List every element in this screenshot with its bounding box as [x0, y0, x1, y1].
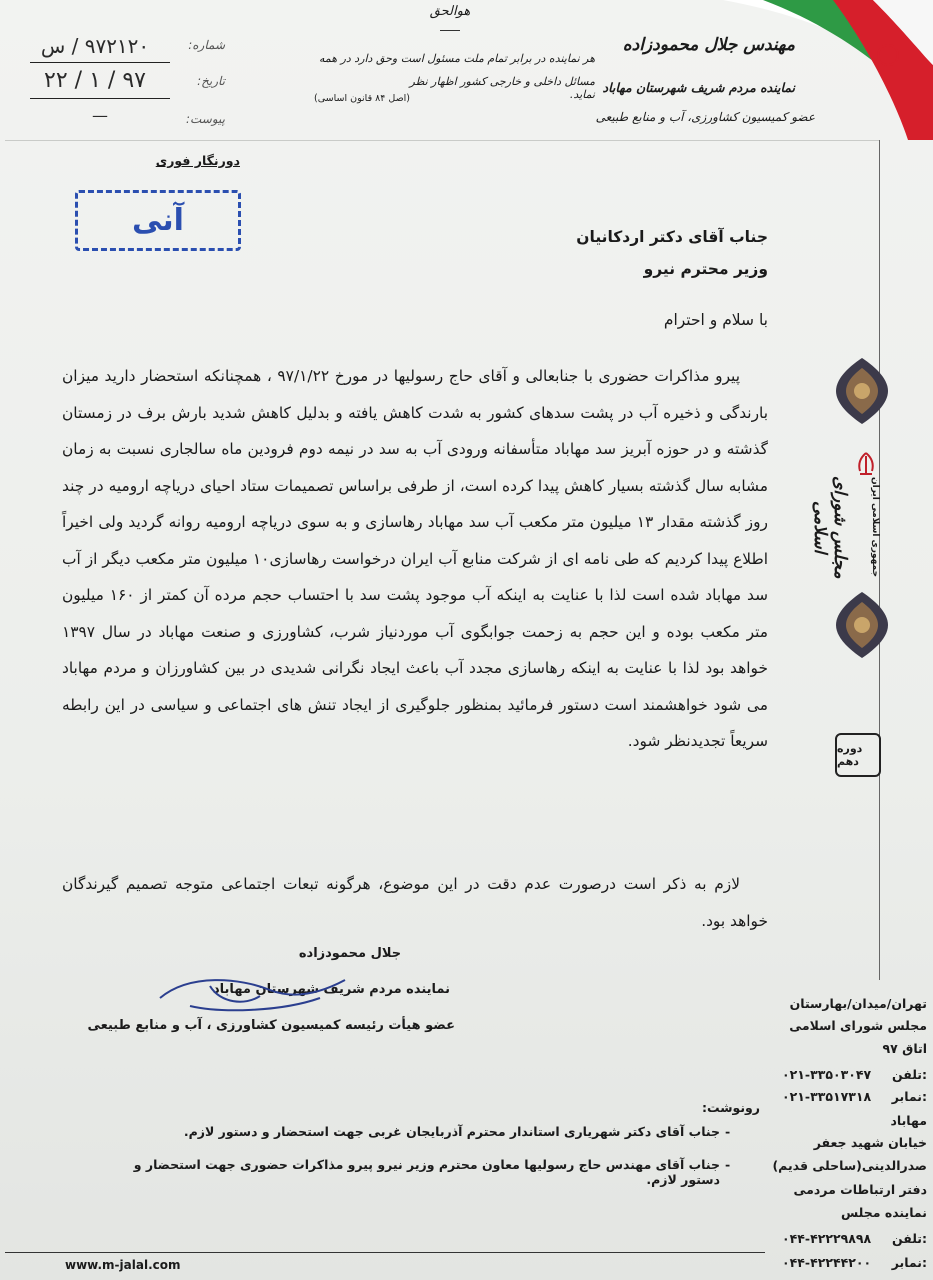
sender-commission: عضو کمیسیون کشاورزی، آب و منابع طبیعی — [595, 110, 815, 124]
salutation: با سلام و احترام — [663, 311, 768, 329]
motto-line-1: هر نماینده در برابر تمام ملت مسئول است وحق دارد در همه — [319, 52, 595, 65]
number-line — [30, 62, 170, 63]
office-detail: نماینده مجلس — [840, 1205, 927, 1220]
motto-reference: (اصل ۸۴ قانون اساسی) — [314, 93, 410, 104]
emblem-line-2: مجلس شورای اسلامی — [810, 476, 850, 579]
copy-item — [110, 1157, 720, 1187]
tehran-fax-label: نمابر: — [891, 1089, 927, 1104]
ornament-bottom-icon — [832, 590, 892, 660]
attachment-label: پیوست: — [185, 112, 225, 126]
number-label: شماره: — [188, 38, 225, 52]
city: مهاباد — [890, 1113, 927, 1128]
city-phone: ۰۴۴-۴۲۲۲۹۸۹۸ — [782, 1231, 872, 1246]
signature-role: نماینده مردم شریف شهرستان مهاباد — [213, 982, 450, 997]
sender-role: نماینده مردم شریف شهرستان مهاباد — [602, 80, 795, 95]
footer-line — [5, 1252, 765, 1253]
copy-item-1: جناب آقای دکتر شهریاری استاندار محترم آذربایجان غربی جهت استحضار و دستور لازم. — [183, 1124, 720, 1139]
city-fax: ۰۴۴-۴۲۲۴۴۲۰۰ — [782, 1255, 872, 1270]
body-paragraph-2: لازم به ذکر است درصورت عدم دقت در این موضوع، هرگونه تبعات اجتماعی متوجه تصمیم گیرندگان خواهد بود. — [62, 875, 768, 930]
copy-dash-2: - — [725, 1157, 731, 1172]
tehran-address: تهران/میدان/بهارستان — [789, 996, 927, 1011]
room: اتاق ۹۷ — [882, 1041, 927, 1056]
immediate-stamp: آنی — [75, 190, 241, 251]
street: خیابان شهید جعفر — [813, 1135, 927, 1150]
date-value: ۹۷ / ۱ / ۲۲ — [44, 68, 146, 93]
number-value: ۹۷۲۱۲۰ / س — [40, 34, 150, 58]
date-label: تاریخ: — [197, 74, 225, 88]
copies-title: رونوشت: — [701, 1100, 760, 1115]
top-emblem-calligraphy: هوالحق — [429, 4, 471, 19]
tehran-org: مجلس شورای اسلامی — [789, 1018, 927, 1033]
copy-item-2: جناب آقای مهندس حاج رسولیها معاون محترم وزیر نیرو پیرو مذاکرات حضوری جهت استحضار و دستور لازم. — [133, 1157, 720, 1187]
ornament-top-icon — [832, 356, 892, 426]
city-fax-label: نمابر: — [891, 1255, 927, 1270]
attachment-value: — — [92, 106, 108, 125]
body-paragraph-1: پیرو مذاکرات حضوری با جنابعالی و آقای حاج رسولیها در مورخ ۹۷/۱/۲۲ ، همچنانکه استحضار دارید میزان بارندگی و ذخیره آب در پشت سدهای کشور به شدت کاهش یافته و بدلیل کاهش شدید بارش برف در زمستان گذشته و در حوزه آبریز سد مهاباد متأسفانه ورودی آب به سد در نیمه دوم فرودین ماه سالجاری نسبت به زمان مشابه سال گذشته بسیار کاهش پیدا کرده است، از طرفی براساس تصمیمات ستاد احیای دریاچه ارومیه در چند روز گذشته مقدار ۱۳ میلیون متر مکعب آب سد مهاباد رهاسازی و به سوی دریاچه ارومیه روانه گردید ولی اخیراً اطلاع پیدا کردیم که طی نامه ای از شرکت منابع آب ایران درخواست رهاسازی۱۰ میلیون متر مکعب دیگر از آب سد مهاباد شده است لذا با عنایت به اینکه آب موجود پشت سد با احتساب حجم مرده آن کمتر از ۱۶۰ میلیون متر مکعب بوده و این حجم به زحمت جوابگوی آب موردنیاز شرب، کشاورزی و صنعت مهاباد در سال ۱۳۹۷ خواهد بود لذا با عنایت به اینکه رهاسازی مجدد آب باعث ایجاد نگرانی شدیدی در بین کشاورزان و مردم مهاباد می شود خواهشمند است دستور فرمائید بمنظور جلوگیری از ایجاد تنش های اجتماعی و سیاسی در این رابطه سریعاً تجدیدنظر شود. — [62, 367, 768, 750]
signature-name: جلال محمودزاده — [298, 946, 402, 961]
office: دفتر ارتباطات مردمی — [793, 1182, 927, 1197]
footer-website: www.m-jalal.com — [65, 1258, 181, 1272]
date-line — [30, 98, 170, 99]
recipient-name: جناب آقای دکتر اردکانیان — [576, 228, 768, 246]
signature-commission: عضو هیأت رئیسه کمیسیون کشاورزی ، آب و منابع طبیعی — [87, 1018, 455, 1033]
city-phone-label: تلفن: — [891, 1231, 927, 1246]
recipient-title: وزیر محترم نیرو — [643, 260, 768, 278]
tehran-fax: ۰۲۱-۳۳۵۱۷۳۱۸ — [782, 1089, 872, 1104]
motto-line-2: مسائل داخلی و خارجی کشور اظهار نظر نماید. — [409, 75, 595, 101]
sender-name: مهندس جلال محمودزاده — [622, 35, 795, 55]
tehran-phone-label: تلفن: — [891, 1067, 927, 1082]
emblem-underline — [440, 30, 460, 31]
handwritten-signature — [150, 968, 350, 1018]
copy-dash-1: - — [725, 1124, 731, 1139]
header-separator — [5, 140, 880, 141]
term-badge: دوره دهم — [835, 733, 881, 777]
copy-item — [140, 1124, 720, 1139]
tehran-phone: ۰۲۱-۳۳۵۰۳۰۴۷ — [782, 1067, 872, 1082]
urgent-fax-label: دورنگار فوری — [155, 153, 240, 168]
street-detail: صدرالدینی(ساحلی قدیم) — [772, 1158, 927, 1173]
emblem-line-1: جمهوری اسلامی ایران — [870, 476, 880, 578]
